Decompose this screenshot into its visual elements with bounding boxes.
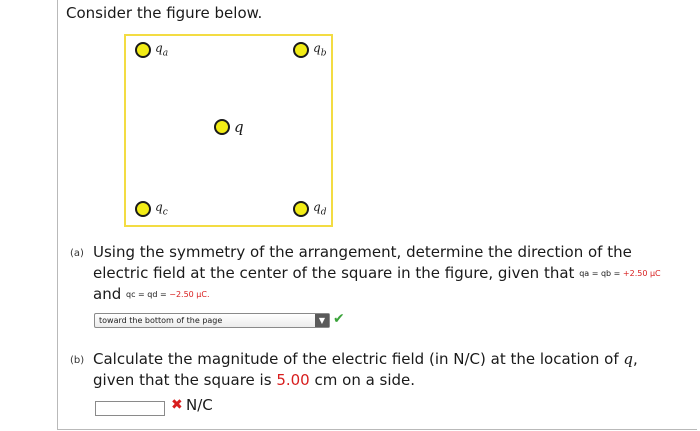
charge-qb [293,41,326,58]
charge-equation-2: qc = qd = −2.50 μC. [126,290,210,299]
direction-dropdown[interactable] [94,313,330,328]
direction-dropdown-value: toward the bottom of the page [99,316,223,325]
intro-text: Consider the figure below. [66,4,263,22]
part-b-text [93,349,638,391]
charge-label-q: q [234,118,244,136]
charge-qd [293,200,326,217]
part-a-line2: electric field at the center of the square in the figure, given that qa = qb = +2.50 μC [93,264,661,282]
electric-field-input[interactable] [95,401,165,416]
part-a-line1: Using the symmetry of the arrangement, determine the direction of the [93,243,632,261]
charge-q-center [214,118,244,136]
checkmark-icon: ✔ [333,311,345,327]
charge-dot [293,201,309,217]
charge-equation-1: qa = qb = +2.50 μC [579,269,661,278]
charge-label-qc: $q_c$ [155,200,168,218]
unit-label: N/C [186,396,213,414]
charge-label-qa: $q_a$ [155,41,169,59]
part-a-line3: and qc = qd = −2.50 μC. [93,285,210,303]
chevron-down-icon[interactable]: ▼ [315,314,329,327]
charge-dot [214,119,230,135]
charge-qc [135,200,168,217]
charge-qa [135,41,168,58]
part-b-label: (b) [70,355,85,366]
incorrect-x-icon: ✖ [171,397,183,413]
charge-dot [135,201,151,217]
side-length-value: 5.00 [276,371,310,389]
part-a-label: (a) [70,248,84,259]
part-a-text [93,242,661,305]
part-b-line2: given that the square is 5.00 cm on a side. [93,371,416,389]
charge-label-qd: $q_d$ [313,200,327,218]
charge-dot [135,42,151,58]
part-b-line1: Calculate the magnitude of the electric field (in N/C) at the location of q, [93,350,638,368]
charge-label-qb: $q_b$ [313,41,327,59]
charge-dot [293,42,309,58]
